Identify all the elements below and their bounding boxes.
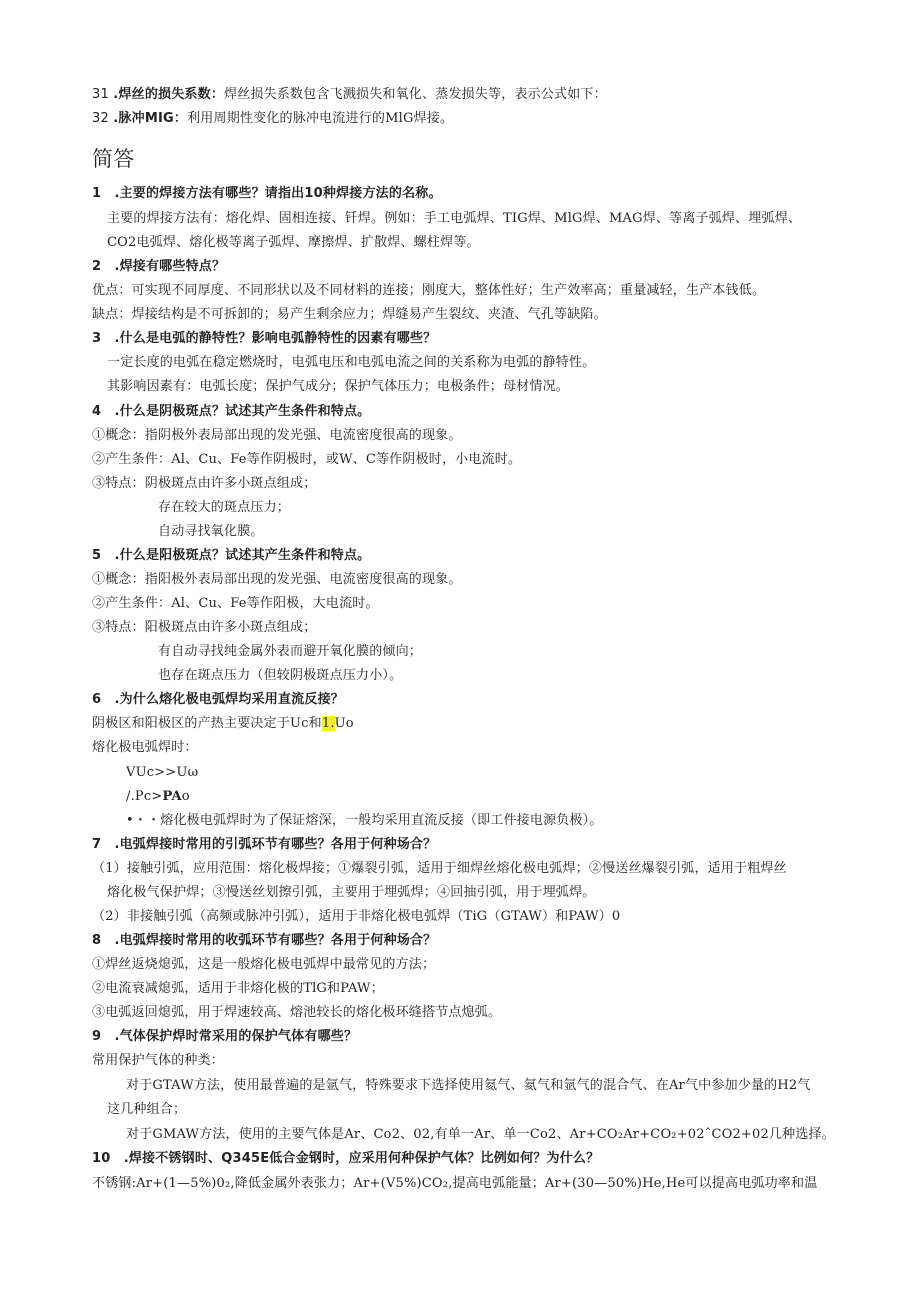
question-1: 1 .主要的焊接方法有哪些？请指出10种焊接方法的名称。 xyxy=(92,186,442,201)
definition-32 xyxy=(92,110,453,128)
answer-text: Uo xyxy=(334,716,354,731)
answer-line: 自动寻找氧化膜。 xyxy=(158,524,264,539)
definition-number: 32 xyxy=(92,111,109,126)
question-7: 7 .电弧焊接时常用的引弧环节有哪些？各用于何种场合？ xyxy=(92,837,437,852)
answer-text: 阴极区和阳极区的产热主要决定于Uc和 xyxy=(92,716,322,731)
answer-line: 不锈钢:Ar+(1—5%)0₂,降低金属外表张力；Ar+(V5%)CO₂,提高电弧能量；Ar+(30—50%)He,He可以提高电弧功率和温 xyxy=(92,1176,818,1191)
answer-line: ②产生条件：Al、Cu、Fe等作阳极，大电流时。 xyxy=(92,596,379,611)
answer-line xyxy=(92,715,354,733)
answer-line: ②产生条件：Al、Cu、Fe等作阴极时，或W、C等作阴极时，小电流时。 xyxy=(92,452,522,467)
answer-line: ③特点：阳极斑点由许多小斑点组成； xyxy=(92,620,317,635)
question-4: 4 .什么是阴极斑点？试述其产生条件和特点。 xyxy=(92,404,371,419)
definition-text: 利用周期性变化的脉冲电流进行的MlG焊接。 xyxy=(187,111,454,126)
answer-line: 也存在斑点压力（但较阴极斑点压力小）。 xyxy=(158,668,403,683)
answer-line: 缺点：焊接结构是不可拆卸的；易产生剩余应力；焊缝易产生裂纹、夹渣、气孔等缺陷。 xyxy=(92,307,607,322)
formula-text: PA xyxy=(162,789,182,804)
answer-line: 这几种组合； xyxy=(107,1102,187,1117)
answer-line: 有自动寻找纯金属外表而避开氧化膜的倾向； xyxy=(158,644,423,659)
answer-line: CO2电弧焊、熔化极等离子弧焊、摩擦焊、扩散焊、螺柱焊等。 xyxy=(107,235,480,250)
question-9: 9 .气体保护焊时常采用的保护气体有哪些？ xyxy=(92,1029,358,1044)
definition-31 xyxy=(92,86,607,104)
answer-line: （2）非接触引弧（高频或脉冲引弧），适用于非熔化极电弧焊（TiG（GTAW）和PAW）0 xyxy=(92,909,621,924)
answer-line: •・・熔化极电弧焊时为了保证熔深，一般均采用直流反接（即工件接电源负极）。 xyxy=(126,813,603,828)
question-6: 6 .为什么熔化极电弧焊均采用直流反接？ xyxy=(92,692,344,707)
answer-line: 其影响因素有：电弧长度；保护气成分；保护气体压力；电极条件；母材情况。 xyxy=(107,379,570,394)
answer-line: 主要的焊接方法有：熔化焊、固相连接、钎焊。例如：手工电弧焊、TIG焊、MlG焊、MAG焊、等离子弧焊、埋弧焊、 xyxy=(107,211,802,226)
section-title: 简答 xyxy=(92,147,135,171)
formula-text: o xyxy=(181,789,190,804)
highlighted-text: 1. xyxy=(321,716,335,731)
answer-line: 熔化极气保护焊；③慢送丝划擦引弧，主要用于埋弧焊；④回抽引弧，用于埋弧焊。 xyxy=(107,885,596,900)
answer-line: 常用保护气体的种类： xyxy=(92,1053,225,1068)
question-3: 3 .什么是电弧的静特性？影响电弧静特性的因素有哪些？ xyxy=(92,331,437,346)
answer-line: （1）接触引弧，应用范围：熔化极焊接；①爆裂引弧，适用于细焊丝熔化极电弧焊；②慢送丝爆裂引弧，适用于粗焊丝 xyxy=(92,861,787,876)
definition-number: 31 xyxy=(92,87,109,102)
answer-line: 存在较大的斑点压力； xyxy=(158,500,291,515)
answer-line: ③特点：阴极斑点由许多小斑点组成； xyxy=(92,476,317,491)
question-10: 10 .焊接不锈钢时、Q345E低合金钢时，应采用何种保护气体？比例如何？为什么？ xyxy=(92,1151,600,1166)
answer-line: 对于GMAW方法，使用的主要气体是Ar、Co2、02,有单一Ar、单一Co2、Ar+CO₂Ar+CO₂+02ˆCO2+02几种选择。 xyxy=(126,1127,835,1142)
formula-line xyxy=(126,788,190,806)
answer-line: 熔化极电弧焊时： xyxy=(92,740,198,755)
answer-line: ②电流衰减熄弧，适用于非熔化极的TlG和PAW； xyxy=(92,981,384,996)
question-8: 8 .电弧焊接时常用的收弧环节有哪些？各用于何种场合？ xyxy=(92,933,437,948)
answer-line: 优点：可实现不同厚度、不同形状以及不同材料的连接；刚度大，整体性好；生产效率高；重量减轻，生产本钱低。 xyxy=(92,283,766,298)
answer-line: ①概念：指阳极外表局部出现的发光强、电流密度很高的现象。 xyxy=(92,572,462,587)
question-5: 5 .什么是阳极斑点？试述其产生条件和特点。 xyxy=(92,548,371,563)
question-2: 2 .焊接有哪些特点？ xyxy=(92,259,226,274)
answer-line: 对于GTAW方法，使用最普遍的是氩气，特殊要求下选择使用氦气、氦气和氩气的混合气、在Ar气中参加少量的H2气 xyxy=(126,1078,811,1093)
answer-line: 一定长度的电弧在稳定燃烧时，电弧电压和电弧电流之间的关系称为电弧的静特性。 xyxy=(107,355,596,370)
formula-text: /.Pc> xyxy=(126,789,163,804)
formula-line: VUc>>Uω xyxy=(126,765,199,780)
definition-text: 焊丝损失系数包含飞溅损失和氧化、蒸发损失等，表示公式如下： xyxy=(224,87,607,102)
answer-line: ①概念：指阴极外表局部出现的发光强、电流密度很高的现象。 xyxy=(92,428,462,443)
answer-line: ③电弧返回熄弧，用于焊速较高、熔池较长的熔化极环缝搭节点熄弧。 xyxy=(92,1005,502,1020)
definition-term: .脉冲MIG： xyxy=(113,111,188,126)
definition-term: .焊丝的损失系数： xyxy=(113,87,225,102)
answer-line: ①焊丝返烧熄弧，这是一般熔化极电弧焊中最常见的方法； xyxy=(92,957,436,972)
